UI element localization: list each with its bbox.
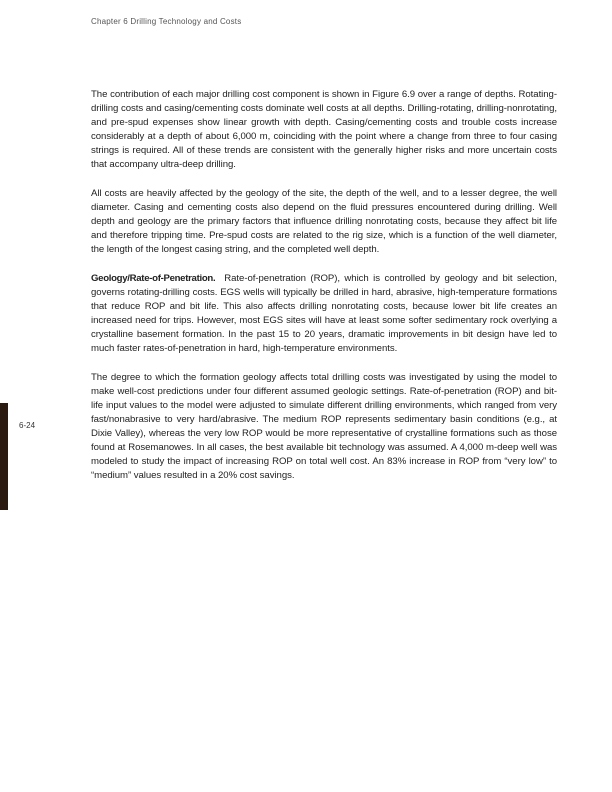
run-in-heading: Geology/Rate-of-Penetration. xyxy=(91,273,216,284)
paragraph-geology-effects: All costs are heavily affected by the geology of the site, the depth of the well, and to a lesser degree, the well diameter. Casing and cementing costs also depend on the fluid pressures encountered during drilling. Well depth and geology are the primary factors that influence drilling nonrotating costs, because they affect bit life and therefore tripping time. Pre-spud costs are related to the rig size, which is a function of the well diameter, the length of the longest casing string, and the completed well depth. xyxy=(91,188,557,255)
page-edge-tab xyxy=(0,403,8,510)
running-head: Chapter 6 Drilling Technology and Costs xyxy=(91,17,242,26)
paragraph-formation-geology: The degree to which the formation geology affects total drilling costs was investigated by using the model to make well-cost predictions under four different assumed geologic settings. Rate-of-penetration (ROP) and bit-life input values to the model were adjusted to simulate different drilling environments, which ranged from very fast/nonabrasive to very hard/abrasive. The medium ROP represents sedimentary basin conditions (e.g., at Dixie Valley), whereas the very low ROP would be more representative of crystalline formations such as those found at Rosemanowes. In all cases, the best available bit technology was assumed. A 4,000 m-deep well was modeled to study the impact of increasing ROP on total well cost. An 83% increase in ROP from “very low” to “medium” values resulted in a 20% cost savings. xyxy=(91,372,557,481)
page-number: 6-24 xyxy=(19,421,36,430)
paragraph-cost-components: The contribution of each major drilling cost component is shown in Figure 6.9 over a range of depths. Rotating-drilling costs and casing/cementing costs dominate well costs at all depths. Drilling-rotating, drilling-nonrotating, and pre-spud expenses show linear growth with depth. Casing/cementing costs and trouble costs increase considerably at a depth of about 6,000 m, coinciding with the point where a change from three to four casing strings is required. All of these trends are consistent with the generally higher risks and more uncertain costs that accompany ultra-deep drilling. xyxy=(91,89,557,170)
paragraph-rop-text: Rate-of-penetration (ROP), which is controlled by geology and bit selection, governs rotating-drilling costs. EGS wells will typically be drilled in hard, abrasive, high-temperature formations that reduce ROP and bit life. This also affects drilling nonrotating costs, because lower bit life creates an increased need for trips. However, most EGS sites will have at least some softer sedimentary rock overlying a crystalline basement formation. In the past 15 to 20 years, dramatic improvements in bit design have led to much faster rates-of-penetration in hard, high-temperature environments. xyxy=(91,273,557,354)
body-text xyxy=(91,88,557,498)
paragraph-rop xyxy=(91,272,557,356)
